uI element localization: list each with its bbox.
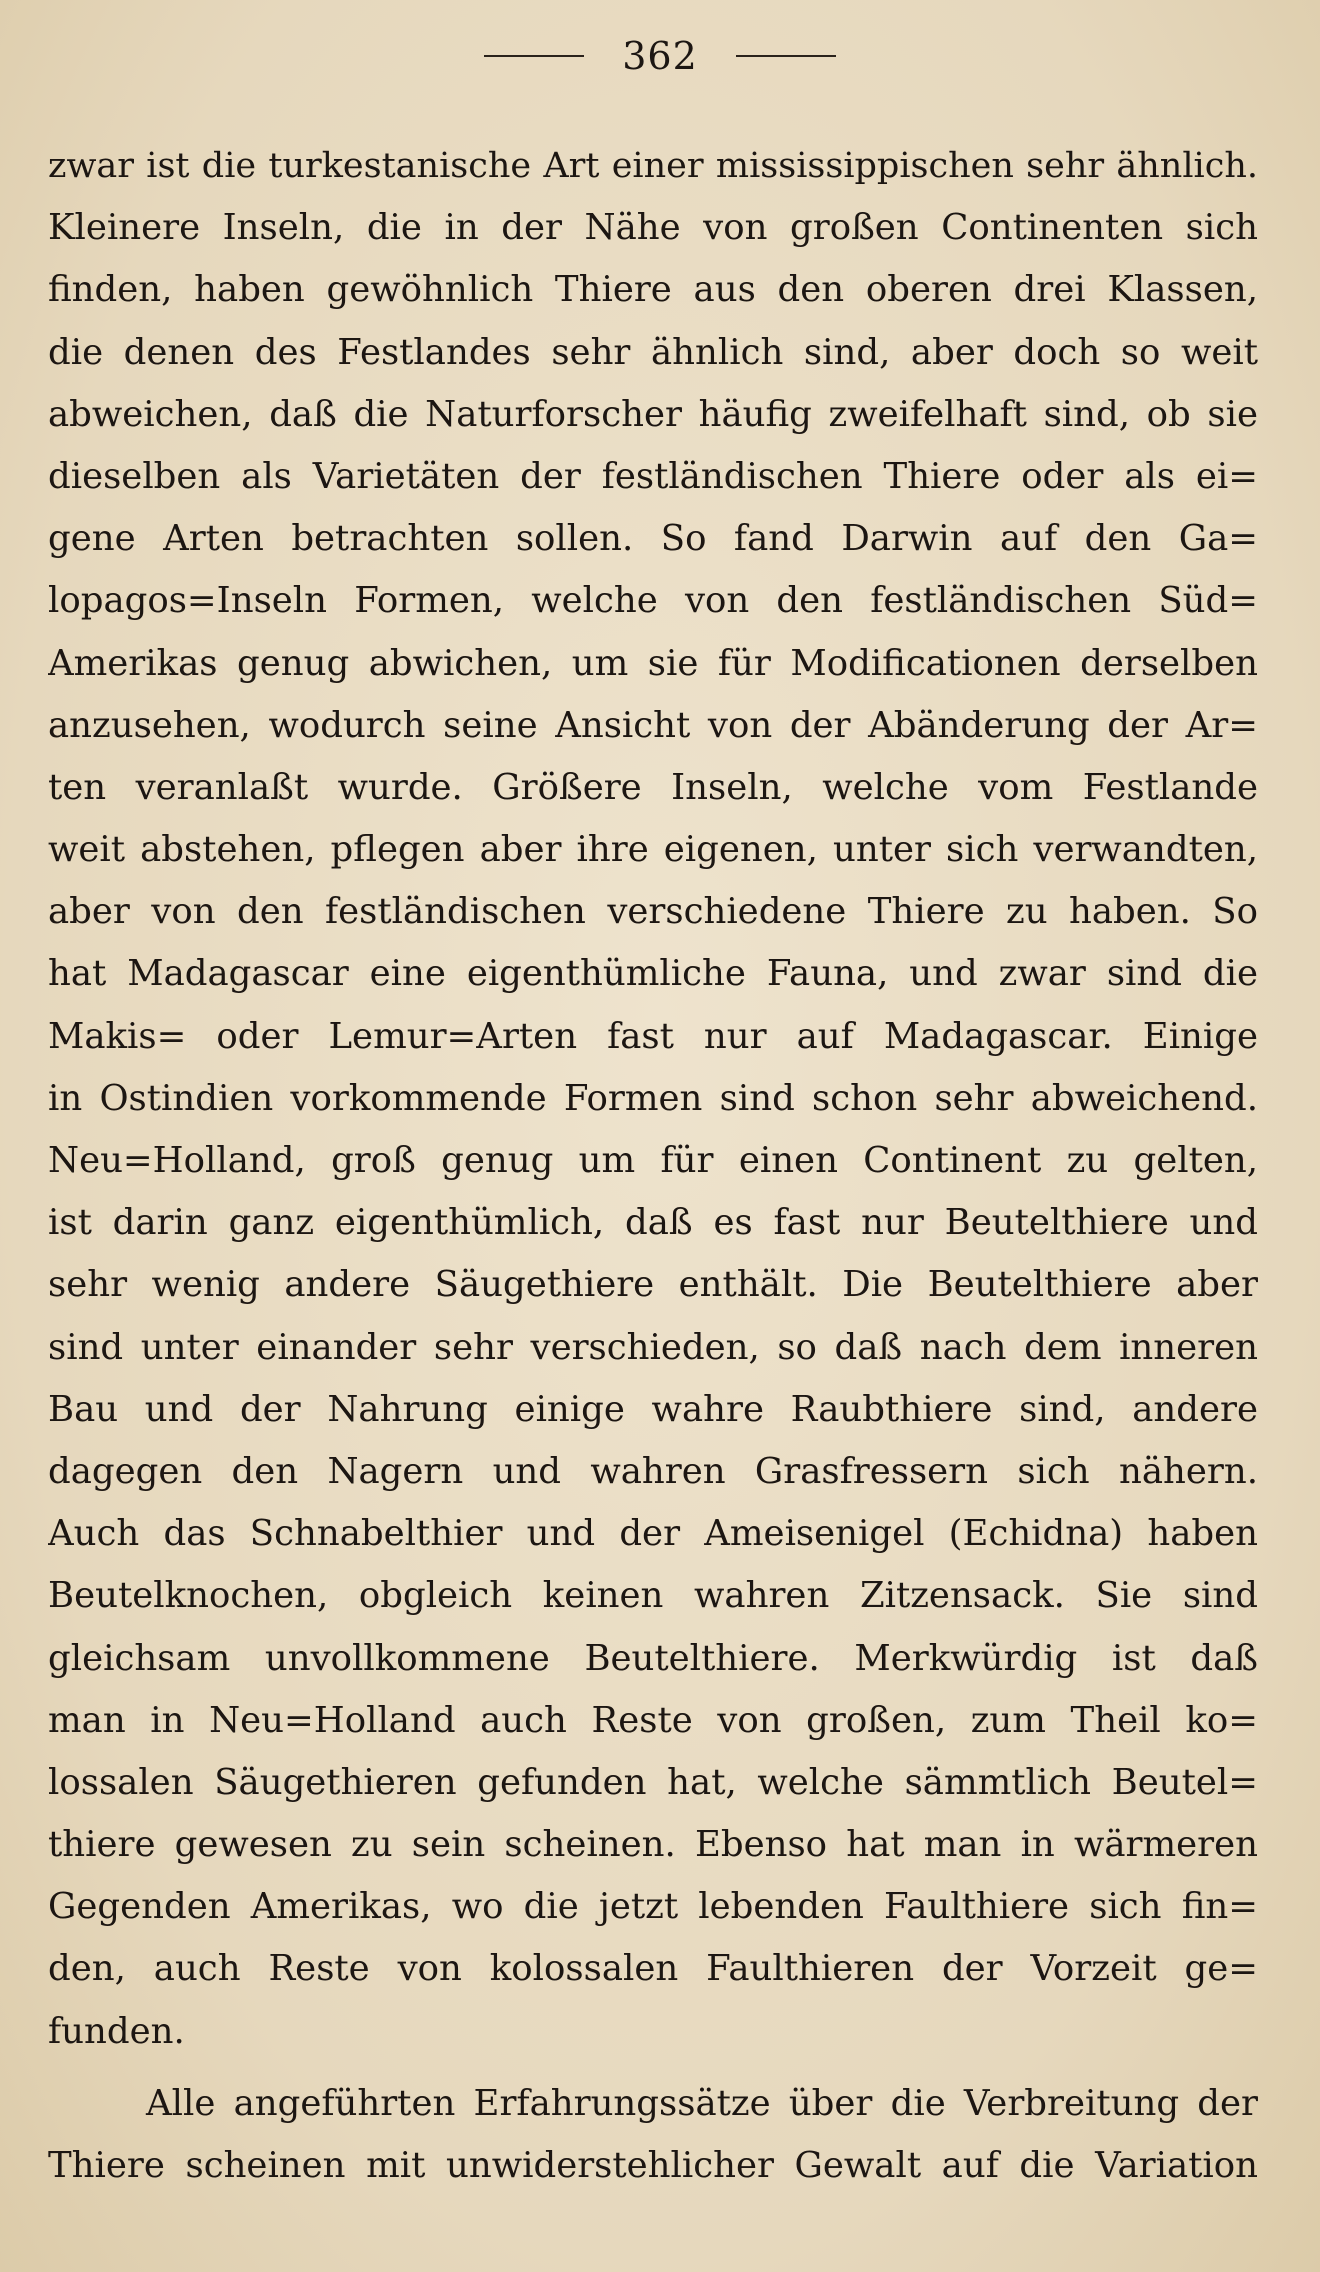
text-line: Thiere scheinen mit unwiderstehlicher Gewalt auf die Variation [48,2145,1258,2186]
text-line: Gegenden Amerikas, wo die jetzt lebenden Faulthiere sich fin= [48,1886,1258,1928]
text-line: man in Neu=Holland auch Reste von großen, zum Theil ko= [48,1699,1258,1741]
text-line: Makis= oder Lemur=Arten fast nur auf Madagascar. Einige [48,1015,1258,1057]
text-line: sehr wenig andere Säugethiere enthält. Die Beutelthiere aber [48,1264,1258,1306]
body-text [48,135,1258,2197]
paragraph-1 [48,135,1258,2063]
text-line: abweichen, daß die Naturforscher häufig zweifelhaft sind, ob sie [48,393,1258,435]
text-line: thiere gewesen zu sein scheinen. Ebenso hat man in wärmeren [48,1824,1258,1866]
text-line: Bau und der Nahrung einige wahre Raubthiere sind, andere [48,1388,1258,1430]
text-line: anzusehen, wodurch seine Ansicht von der Abänderung der Ar= [48,704,1258,746]
text-line: ten veranlaßt wurde. Größere Inseln, welche vom Festlande [48,766,1258,808]
text-line: weit abstehen, pflegen aber ihre eigenen, unter sich verwandten, [48,829,1258,871]
paragraph-2 [48,2073,1258,2197]
text-line: zwar ist die turkestanische Art einer mississippischen sehr ähnlich. [48,146,1258,186]
text-line: gleichsam unvollkommene Beutelthiere. Merkwürdig ist daß [48,1637,1258,1679]
text-line: lopagos=Inseln Formen, welche von den festländischen Süd= [48,580,1258,622]
page-header [0,26,1320,86]
text-line: dagegen den Nagern und wahren Grasfressern sich nähern. [48,1450,1258,1492]
text-line: den, auch Reste von kolossalen Faulthieren der Vorzeit ge= [48,1948,1258,1990]
text-line: in Ostindien vorkommende Formen sind schon sehr abweichend. [48,1077,1258,1119]
text-line: sind unter einander sehr verschieden, so daß nach dem inneren [48,1326,1258,1368]
text-line: Amerikas genug abwichen, um sie für Modificationen derselben [48,642,1258,684]
header-rule-left [484,55,584,57]
text-line: finden, haben gewöhnlich Thiere aus den oberen drei Klassen, [48,269,1258,311]
header-rule-right [736,55,836,57]
text-line: gene Arten betrachten sollen. So fand Darwin auf den Ga= [48,518,1258,560]
text-line: ist darin ganz eigenthümlich, daß es fast nur Beutelthiere und [48,1202,1258,1244]
text-line: die denen des Festlandes sehr ähnlich sind, aber doch so weit [48,331,1258,373]
text-line: Beutelknochen, obgleich keinen wahren Zitzensack. Sie sind [48,1575,1258,1617]
text-line: Neu=Holland, groß genug um für einen Continent zu gelten, [48,1140,1258,1181]
text-line: Kleinere Inseln, die in der Nähe von großen Continenten sich [48,207,1258,249]
text-line: lossalen Säugethieren gefunden hat, welche sämmtlich Beutel= [48,1761,1258,1803]
text-line: Alle angeführten Erfahrungssätze über die Verbreitung der [146,2082,1258,2124]
paragraph-spacer [48,2063,1258,2073]
text-line: hat Madagascar eine eigenthümliche Fauna, und zwar sind die [48,953,1258,995]
page-number: 362 [622,34,698,78]
text-line: dieselben als Varietäten der festländischen Thiere oder als ei= [48,455,1258,497]
text-line: aber von den festländischen verschiedene Thiere zu haben. So [48,891,1258,933]
text-line: Auch das Schnabelthier und der Ameisenigel (Echidna) haben [48,1513,1258,1555]
text-line: funden. [48,2010,185,2052]
